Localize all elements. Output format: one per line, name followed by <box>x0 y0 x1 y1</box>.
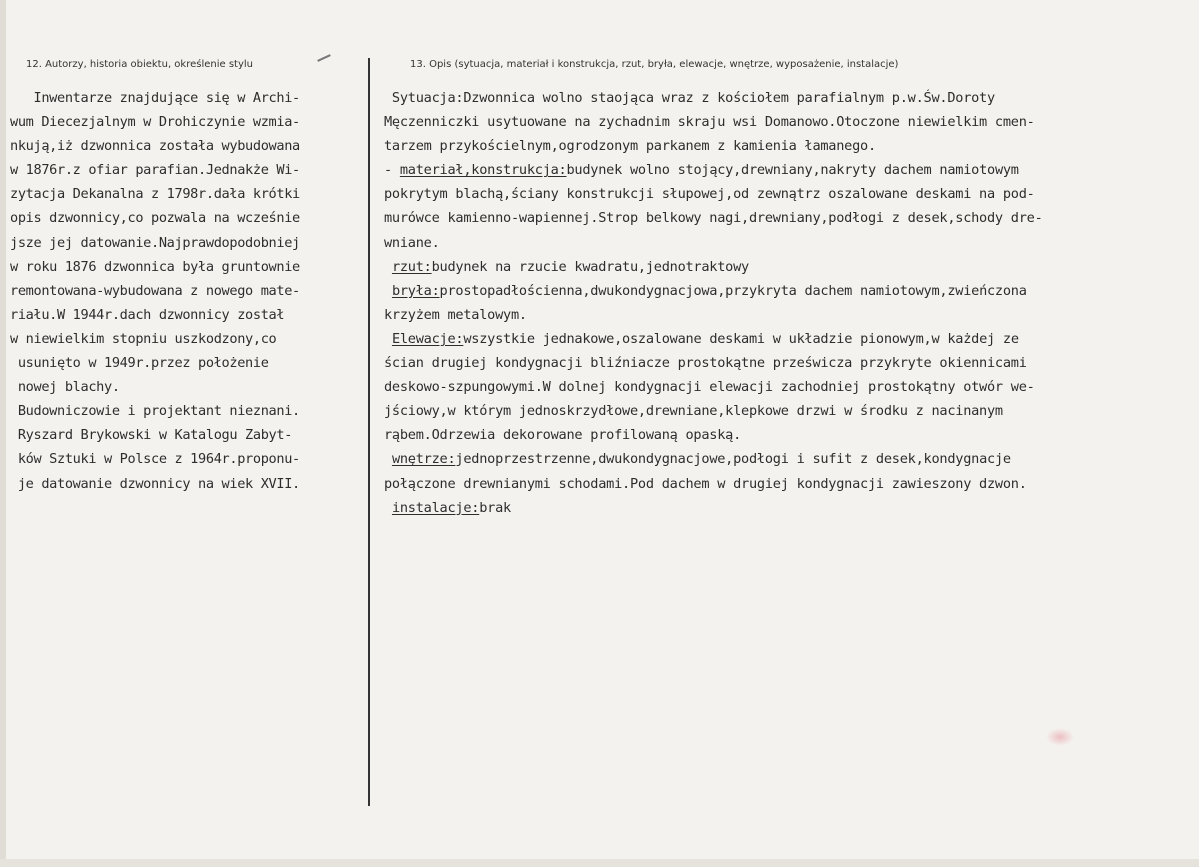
history-text-line: je datowanie dzwonnicy na wiek XVII. <box>10 475 300 492</box>
line-lead <box>384 451 392 467</box>
line-text: jściowy,w którym jednoskrzydłowe,drewniane,klepkowe drzwi w środku z nacinanym <box>384 403 1003 420</box>
description-text-line <box>384 303 1043 327</box>
history-text-line: Ryszard Brykowski w Katalogu Zabyt- <box>10 427 293 444</box>
history-text-line: nowej blachy. <box>10 379 120 396</box>
line-text: budynek na rzucie kwadratu,jednotraktowy <box>431 258 749 275</box>
line-text: deskowo-szpungowymi.W dolnej kondygnacji elewacji zachodniej prostokątny otwór we- <box>384 379 1035 396</box>
history-text-line: wum Diecezjalnym w Drohiczynie wzmia- <box>10 114 300 131</box>
description-text-line <box>384 423 1043 447</box>
history-text-line: ków Sztuki w Polsce z 1964r.proponu- <box>10 451 300 468</box>
description-text-line <box>384 134 1043 158</box>
description-text-line <box>384 206 1043 230</box>
description-text-column <box>384 86 1043 520</box>
history-text-line: opis dzwonnicy,co pozwala na wcześnie <box>10 210 300 227</box>
line-lead <box>384 500 392 516</box>
description-text-line <box>384 231 1043 255</box>
line-text: wniane. <box>384 234 440 251</box>
history-text-line: w 1876r.z ofiar parafian.Jednakże Wi- <box>10 162 300 179</box>
description-text-line <box>384 86 1043 110</box>
description-text-line <box>384 399 1043 423</box>
paper-stain <box>1046 728 1074 746</box>
description-text-line <box>384 327 1043 351</box>
history-text-line: jsze jej datowanie.Najprawdopodobniej <box>10 234 300 251</box>
section-13-header: 13. Opis (sytuacja, materiał i konstrukcja, rzut, bryła, elewacje, wnętrze, wyposażenie, instalacje) <box>410 59 899 70</box>
line-text: budynek wolno stojący,drewniany,nakryty dachem namiotowym <box>566 162 1019 179</box>
line-lead <box>384 331 392 347</box>
section-12-header: 12. Autorzy, historia obiektu, określenie stylu <box>26 59 254 70</box>
history-text-line: Budowniczowie i projektant nieznani. <box>10 403 300 420</box>
line-text: rąbem.Odrzewia dekorowane profilowaną opaską. <box>384 427 742 444</box>
description-text-line <box>384 496 1043 520</box>
section-label: wnętrze: <box>391 451 456 468</box>
line-text: murówce kamienno-wapiennej.Strop belkowy nagi,drewniany,podłogi z desek,schody dre- <box>384 210 1043 227</box>
history-text-column <box>10 86 300 496</box>
line-text: pokrytym blachą,ściany konstrukcji słupowej,od zewnątrz oszalowane deskami na pod- <box>384 186 1035 203</box>
history-text-line: nkują,iż dzwonnica została wybudowana <box>10 138 300 155</box>
line-lead <box>384 259 392 275</box>
line-text: ścian drugiej kondygnacji bliźniacze prostokątne prześwicza przykryte okiennicami <box>384 355 1027 372</box>
description-text-line <box>384 158 1043 182</box>
paper-edge-left <box>0 0 6 867</box>
history-text-line: w niewielkim stopniu uszkodzony,co <box>10 330 277 347</box>
description-text-line <box>384 110 1043 134</box>
line-text: krzyżem metalowym. <box>384 306 527 323</box>
section-label: Elewacje: <box>391 330 464 347</box>
section-label: materiał,konstrukcja: <box>399 162 567 179</box>
description-text-line <box>384 279 1043 303</box>
line-text: prostopadłościenna,dwukondygnacjowa,przykryta dachem namiotowym,zwieńczona <box>439 282 1027 299</box>
history-text-line: riału.W 1944r.dach dzwonnicy został <box>10 306 285 323</box>
line-text: Sytuacja:Dzwonnica wolno staojąca wraz z kościołem parafialnym p.w.Św.Doroty <box>384 90 995 106</box>
line-text: połączone drewnianymi schodami.Pod dachem w drugiej kondygnacji zawieszony dzwon. <box>384 475 1027 492</box>
section-label: instalacje: <box>391 499 480 516</box>
line-text: brak <box>479 499 511 516</box>
line-text: tarzem przykościelnym,ogrodzonym parkanem z kamienia łamanego. <box>384 138 876 155</box>
line-lead: - <box>384 162 400 179</box>
line-text: jednoprzestrzenne,dwukondygnacjowe,podłogi i sufit z desek,kondygnacje <box>455 451 1011 468</box>
line-text: Męczenniczki usytuowane na zychadnim skraju wsi Domanowo.Otoczone niewielkim cmen- <box>384 114 1035 131</box>
description-text-line <box>384 351 1043 375</box>
section-label: rzut: <box>391 258 432 275</box>
description-text-line <box>384 375 1043 399</box>
paper-edge-bottom <box>0 859 1199 867</box>
pencil-mark <box>317 54 331 62</box>
history-text-line: zytacja Dekanalna z 1798r.dała krótki <box>10 186 300 203</box>
line-text: wszystkie jednakowe,oszalowane deskami w układzie pionowym,w każdej ze <box>463 330 1019 347</box>
column-divider <box>368 58 370 806</box>
history-text-line: usunięto w 1949r.przez położenie <box>10 355 269 372</box>
description-text-line <box>384 447 1043 471</box>
history-text-line: w roku 1876 dzwonnica była gruntownie <box>10 258 300 275</box>
history-text-line: Inwentarze znajdujące się w Archi- <box>10 90 300 106</box>
description-text-line <box>384 255 1043 279</box>
description-text-line <box>384 182 1043 206</box>
description-text-line <box>384 472 1043 496</box>
line-lead <box>384 283 392 299</box>
history-text-line: remontowana-wybudowana z nowego mate- <box>10 282 300 299</box>
section-label: bryła: <box>391 282 440 299</box>
